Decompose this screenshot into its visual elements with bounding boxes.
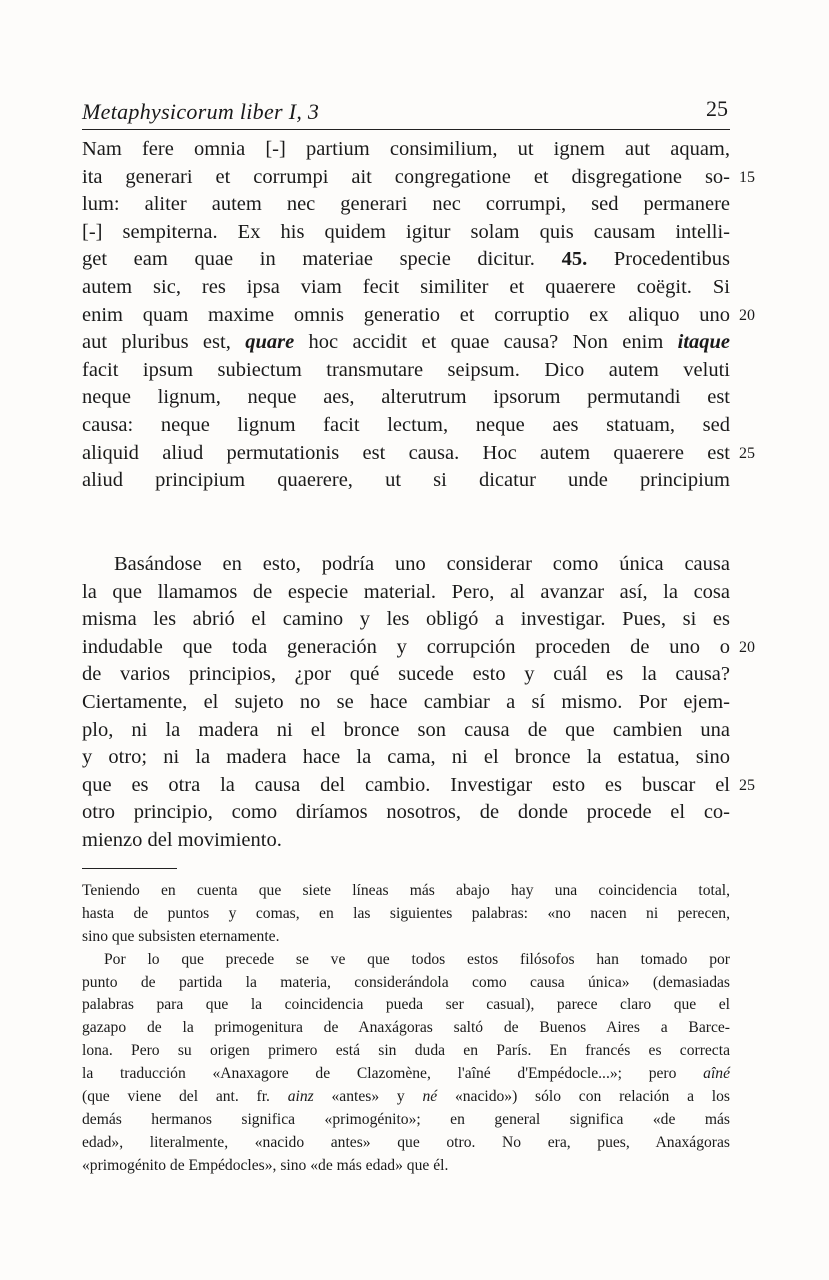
latin-line: ita generari et corrumpi ait congregatione et disgregatione so- 15 bbox=[82, 164, 730, 192]
spanish-line: misma les abrió el camino y les obligó a investigar. Pues, si es bbox=[82, 608, 730, 631]
latin-line: get eam quae in materiae specie dicitur. 45. Procedentibus bbox=[82, 248, 730, 271]
spanish-line: que es otra la causa del cambio. Investigar esto es buscar el 25 bbox=[82, 772, 730, 800]
footnote-line: lona. Pero su origen primero está sin duda en París. En francés es correcta bbox=[82, 1042, 730, 1060]
latin-line: autem sic, res ipsa viam fecit similiter et quaerere coëgit. Si bbox=[82, 275, 730, 298]
latin-line: aut pluribus est, quare hoc accidit et quae causa? Non enim itaque bbox=[82, 331, 731, 354]
footnote-line: (que viene del ant. fr. ainz «antes» y né «nacido») sólo con relación a los bbox=[82, 1088, 730, 1106]
spanish-line: de varios principios, ¿por qué sucede esto y cuál es la causa? bbox=[82, 663, 730, 686]
latin-line: [-] sempiterna. Ex his quidem igitur solam quis causam intelli- bbox=[82, 220, 730, 243]
latin-line: aliud principium quaerere, ut si dicatur unde principium bbox=[82, 469, 730, 492]
line-number: 25 bbox=[739, 776, 755, 794]
latin-line: causa: neque lignum facit lectum, neque aes statuam, sed bbox=[82, 413, 730, 436]
footnote-line: Teniendo en cuenta que siete líneas más abajo hay una coincidencia total, bbox=[82, 882, 730, 899]
spanish-line: mienzo del movimiento. bbox=[82, 828, 282, 851]
line-number: 25 bbox=[739, 444, 755, 462]
section-number: 45. bbox=[561, 248, 588, 271]
spanish-line: y otro; ni la madera hace la cama, ni el bronce la estatua, sino bbox=[82, 746, 730, 769]
latin-line: facit ipsum subiectum transmutare seipsum. Dico autem veluti bbox=[82, 358, 730, 381]
emphasis-quare: quare bbox=[245, 331, 295, 354]
footnote-line: edad», literalmente, «nacido antes» que otro. No era, pues, Anaxágoras bbox=[82, 1133, 730, 1151]
running-title: Metaphysicorum liber I, 3 bbox=[82, 99, 320, 124]
latin-text bbox=[82, 136, 755, 495]
footnote-line: punto de partida la materia, considerándola como causa única» (demasiadas bbox=[82, 973, 730, 991]
spanish-line: indudable que toda generación y corrupción proceden de uno o 20 bbox=[82, 634, 730, 662]
footnote-line: demás hermanos significa «primogénito»; en general significa «de más bbox=[82, 1110, 730, 1128]
spanish-translation bbox=[82, 551, 755, 855]
running-header bbox=[82, 96, 730, 130]
latin-line: neque lignum, neque aes, alterutrum ipsorum permutandi est bbox=[82, 386, 730, 409]
footnote-line: la traducción «Anaxagore de Clazomène, l'aîné d'Empédocle...»; pero aîné bbox=[82, 1065, 730, 1083]
footnote-line: «primogénito de Empédocles», sino «de más edad» que él. bbox=[82, 1156, 449, 1174]
line-number: 20 bbox=[739, 306, 755, 324]
footnote-line: hasta de puntos y comas, en las siguientes palabras: «no nacen ni perecen, bbox=[82, 904, 730, 922]
line-number: 15 bbox=[739, 168, 755, 186]
footnote-line: palabras para que la coincidencia pueda ser casual), parece claro que el bbox=[82, 996, 730, 1014]
latin-line: lum: aliter autem nec generari nec corrumpi, sed permanere bbox=[82, 193, 730, 216]
latin-line: aliquid aliud permutationis est causa. Hoc autem quaerere est 25 bbox=[82, 440, 730, 468]
spanish-line: plo, ni la madera ni el bronce son causa de que cambien una bbox=[82, 718, 730, 741]
footnote-line: sino que subsisten eternamente. bbox=[82, 927, 280, 945]
spanish-line: la que llamamos de especie material. Pero, al avanzar así, la cosa bbox=[82, 580, 730, 603]
footnote bbox=[82, 880, 730, 1178]
line-number: 20 bbox=[739, 638, 755, 656]
page-number: 25 bbox=[706, 96, 728, 121]
latin-line: enim quam maxime omnis generatio et corruptio ex aliquo uno 20 bbox=[82, 302, 730, 330]
emphasis-itaque: itaque bbox=[677, 331, 731, 354]
footnote-rule bbox=[82, 868, 177, 869]
footnote-line: Por lo que precede se ve que todos estos filósofos han tomado por bbox=[104, 950, 730, 968]
latin-line: Nam fere omnia [-] partium consimilium, ut ignem aut aquam, bbox=[82, 138, 730, 160]
spanish-line: otro principio, como diríamos nosotros, de donde procede el co- bbox=[82, 801, 730, 824]
spanish-line: Basándose en esto, podría uno considerar como única causa bbox=[114, 553, 730, 575]
footnote-line: gazapo de la primogenitura de Anaxágoras saltó de Buenos Aires a Barce- bbox=[82, 1019, 730, 1037]
spanish-line: Ciertamente, el sujeto no se hace cambiar a sí mismo. Por ejem- bbox=[82, 690, 730, 713]
